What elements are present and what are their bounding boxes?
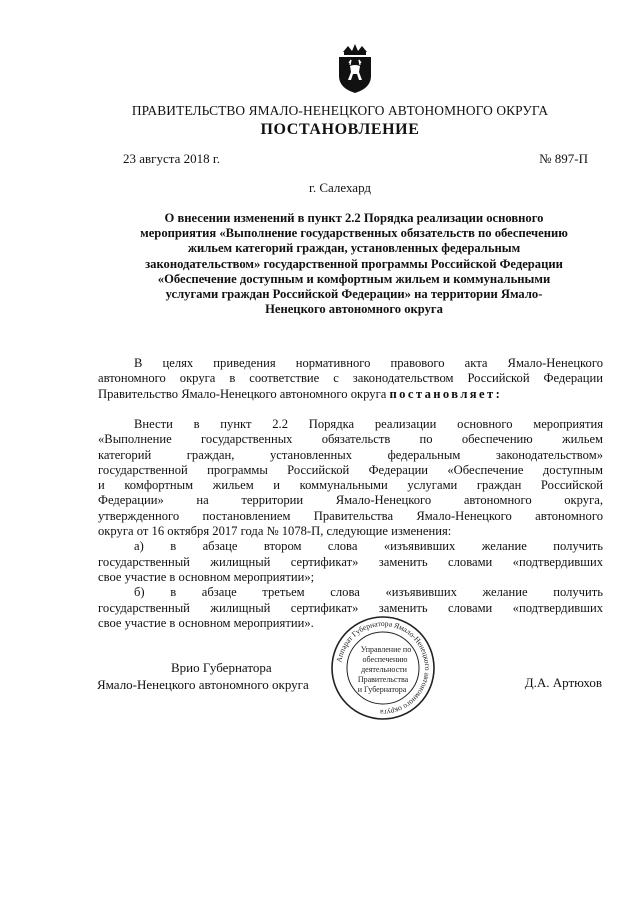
document-number: № 897-П — [539, 151, 588, 166]
document-title — [96, 211, 612, 317]
preamble-government: Правительство Ямало-Ненецкого автономного округа — [98, 386, 387, 401]
document-type: ПОСТАНОВЛЕНИЕ — [260, 121, 420, 138]
document-city: г. Салехард — [308, 180, 372, 195]
body-line: категорий граждан, установленных федеральным законодательством» — [98, 447, 603, 462]
stamp-center-line: и Губернатора — [357, 685, 407, 694]
stamp-center-line: деятельности — [361, 665, 407, 674]
body-line: «Выполнение государственных обязательств по обеспечению жильем — [98, 432, 603, 447]
amendment-a-line: а) в абзаце втором слова «изъявивших желание получить — [134, 539, 603, 554]
official-stamp — [330, 615, 436, 721]
decree-word: постановляет: — [389, 386, 503, 401]
amendment-b-line: государственный жилищный сертификат» заменить словами «подтвердивших — [98, 600, 603, 615]
amendment-b-line: б) в абзаце третьем слова «изъявивших желание получить — [134, 585, 603, 600]
title-line: законодательством» государственной программы Российской Федерации — [145, 256, 563, 271]
signatory-name: Д.А. Артюхов — [524, 675, 602, 690]
title-line: Ненецкого автономного округа — [265, 302, 443, 317]
amendment-a-line: государственный жилищный сертификат» заменить словами «подтвердивших — [98, 554, 603, 569]
amendment-a-line: свое участие в основном мероприятии»; — [98, 569, 315, 584]
body-line: Внести в пункт 2.2 Порядка реализации основного мероприятия — [134, 417, 603, 431]
stamp-center-line: Управление по — [360, 645, 412, 654]
government-name: ПРАВИТЕЛЬСТВО ЯМАЛО-НЕНЕЦКОГО АВТОНОМНОГО ОКРУГА — [131, 103, 549, 118]
title-line: мероприятия «Выполнение государственных обязательств по обеспечению — [140, 226, 568, 241]
signatory-position: Врио Губернатора — [171, 660, 272, 675]
title-line: услугами граждан Российской Федерации» на территории Ямало- — [165, 287, 543, 302]
document-date: 23 августа 2018 г. — [123, 151, 220, 166]
title-line: О внесении изменений в пункт 2.2 Порядка реализации основного — [164, 211, 544, 225]
preamble-line: автономного округа в соответствие с законодательством Российской Федерации — [98, 371, 603, 386]
body-line: государственной программы Российской Федерации «Обеспечение доступным — [98, 462, 603, 477]
stamp-center-line: Правительства — [357, 675, 409, 684]
body-paragraph — [98, 417, 603, 631]
coat-of-arms-icon — [335, 42, 375, 94]
body-line: округа от 16 октября 2017 года № 1078-П, следующие изменения: — [98, 524, 452, 539]
body-line: утвержденного постановлением Правительства Ямало-Ненецкого автономного — [98, 508, 603, 523]
body-line: и комфортным жильем и коммунальными услугами граждан Российской — [98, 478, 603, 493]
title-line: жильем категорий граждан, установленных федеральным — [187, 241, 521, 256]
preamble-paragraph — [98, 356, 603, 402]
preamble-line: В целях приведения нормативного правового акта Ямало-Ненецкого — [134, 356, 603, 370]
amendment-b-line: свое участие в основном мероприятии». — [98, 615, 314, 630]
preamble-line — [98, 387, 603, 402]
signatory-region: Ямало-Ненецкого автономного округа — [97, 677, 309, 692]
title-line: «Обеспечение доступным и комфортным жильем и коммунальными — [157, 271, 551, 286]
stamp-center-line: обеспечению — [362, 655, 408, 664]
stamp-ring-text: Аппарат Губернатора Ямало-Ненецкого автономного округа — [334, 618, 433, 718]
body-line: Федерации» на территории Ямало-Ненецкого автономного округа, — [98, 493, 603, 508]
